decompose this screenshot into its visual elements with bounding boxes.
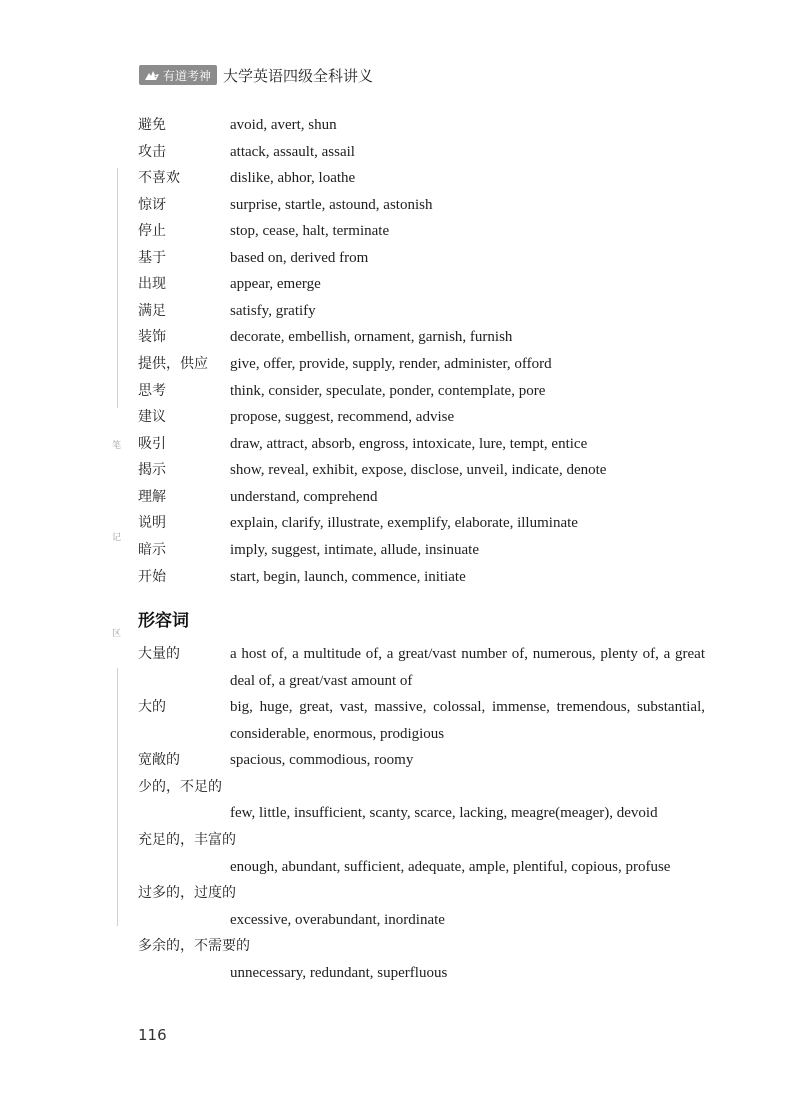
brand-name: 有道考神 (163, 68, 212, 83)
definition: appear, emerge (230, 276, 321, 292)
term: 基于 (138, 250, 166, 266)
definition: show, reveal, exhibit, expose, disclose, unveil, indicate, denote (230, 462, 607, 478)
definition: decorate, embellish, ornament, garnish, furnish (230, 329, 513, 345)
definition: enough, abundant, sufficient, adequate, ample, plentiful, copious, profuse (230, 859, 671, 875)
section-heading: 形容词 (138, 611, 189, 631)
definition: spacious, commodious, roomy (230, 752, 414, 768)
term: 说明 (138, 515, 166, 531)
margin-rule-bottom (117, 668, 118, 926)
definition: understand, comprehend (230, 489, 378, 505)
definition: avoid, avert, shun (230, 117, 337, 133)
term: 理解 (138, 489, 166, 505)
definition: explain, clarify, illustrate, exemplify, elaborate, illuminate (230, 515, 578, 531)
definition: imply, suggest, intimate, allude, insinuate (230, 542, 479, 558)
definition: based on, derived from (230, 250, 369, 266)
book-title: 大学英语四级全科讲义 (223, 66, 374, 85)
term: 不喜欢 (138, 170, 180, 186)
term: 装饰 (138, 329, 166, 345)
definition: propose, suggest, recommend, advise (230, 409, 455, 425)
term: 暗示 (138, 542, 166, 558)
definition-line: considerable, enormous, prodigious (230, 726, 445, 742)
term: 提供，供应 (138, 356, 208, 372)
term: 攻击 (138, 144, 166, 160)
brand-badge (139, 65, 217, 85)
margin-note-char: 笔 (112, 441, 122, 451)
margin-rule-top (117, 168, 118, 408)
margin-note-char: 区 (112, 629, 122, 639)
page-number: 116 (138, 1026, 167, 1044)
term: 少的，不足的 (138, 779, 222, 795)
margin-note-char: 记 (112, 533, 122, 543)
term: 思考 (138, 383, 166, 399)
term: 停止 (138, 223, 166, 239)
definition: attack, assault, assail (230, 144, 355, 160)
term: 避免 (138, 117, 166, 133)
definition: few, little, insufficient, scanty, scarce, lacking, meagre(meager), devoid (230, 805, 658, 821)
term: 充足的，丰富的 (138, 832, 236, 848)
term: 建议 (138, 409, 166, 425)
definition-line: deal of, a great/vast amount of (230, 673, 413, 689)
definition: excessive, overabundant, inordinate (230, 912, 445, 928)
term: 宽敞的 (138, 752, 180, 768)
term: 开始 (138, 569, 166, 585)
definition: satisfy, gratify (230, 303, 316, 319)
running-header (139, 65, 373, 85)
definition: stop, cease, halt, terminate (230, 223, 390, 239)
term: 吸引 (138, 436, 166, 452)
definition: start, begin, launch, commence, initiate (230, 569, 466, 585)
term: 惊讶 (138, 197, 166, 213)
definition: surprise, startle, astound, astonish (230, 197, 433, 213)
term: 出现 (138, 276, 166, 292)
definition: think, consider, speculate, ponder, contemplate, pore (230, 383, 546, 399)
term: 大量的 (138, 646, 180, 662)
definition: give, offer, provide, supply, render, administer, offord (230, 356, 552, 372)
term: 揭示 (138, 462, 166, 478)
term: 大的 (138, 699, 166, 715)
definition-line: a host of, a multitude of, a great/vast number of, numerous, plenty of, a great (230, 646, 705, 662)
term: 满足 (138, 303, 166, 319)
term: 多余的，不需要的 (138, 938, 250, 954)
definition: draw, attract, absorb, engross, intoxicate, lure, tempt, entice (230, 436, 588, 452)
fox-logo-icon (144, 69, 160, 81)
definition: dislike, abhor, loathe (230, 170, 356, 186)
definition-line: big, huge, great, vast, massive, colossal, immense, tremendous, substantial, (230, 699, 705, 715)
definition: unnecessary, redundant, superfluous (230, 965, 448, 981)
term: 过多的，过度的 (138, 885, 236, 901)
